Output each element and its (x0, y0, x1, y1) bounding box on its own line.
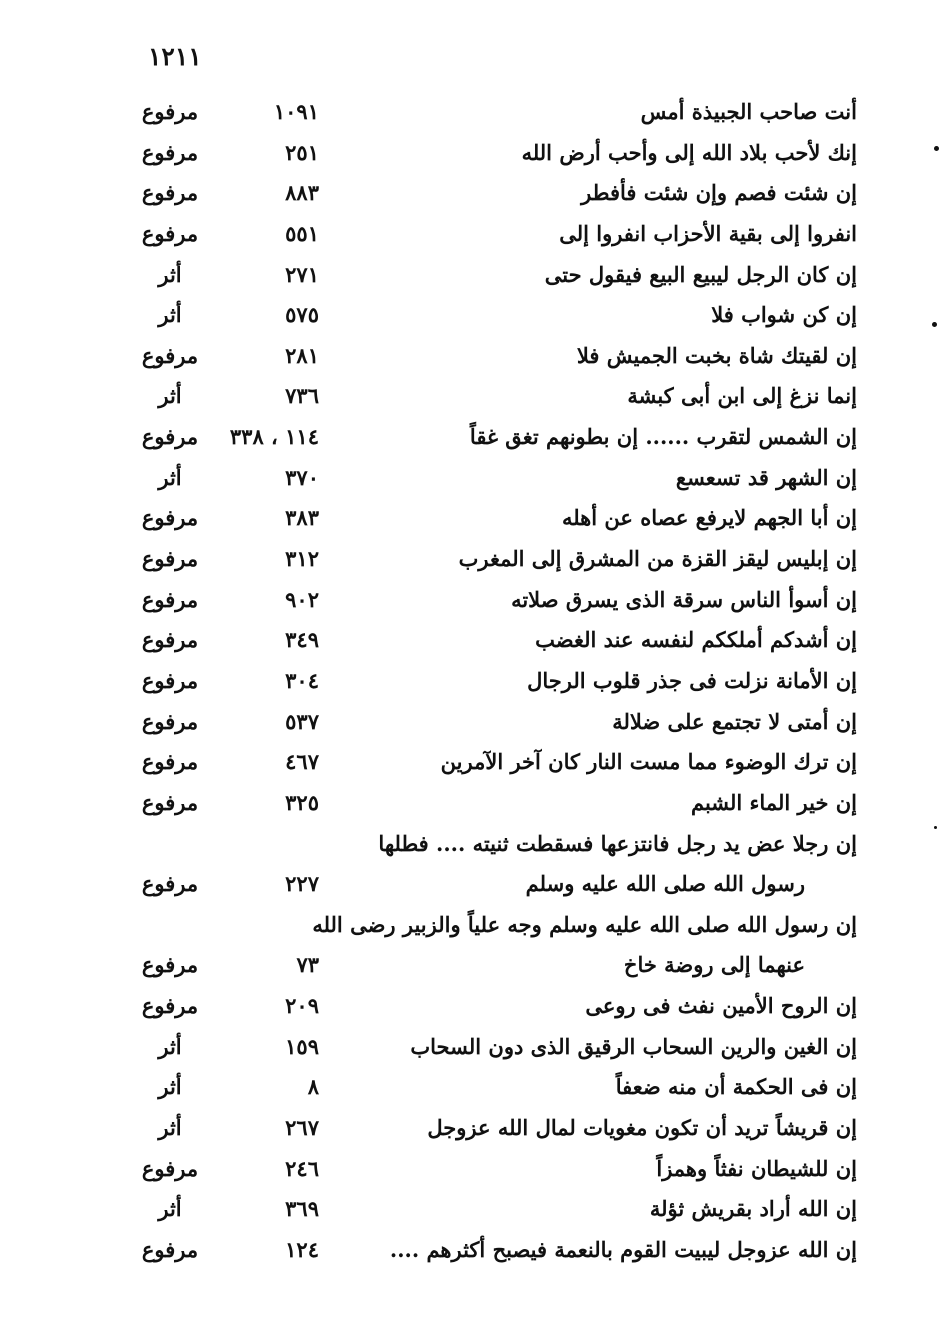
index-entry (0, 864, 941, 905)
entry-number: ٥٥١ (285, 220, 319, 246)
index-entry (0, 702, 941, 743)
index-entry (0, 1027, 941, 1068)
index-entry (0, 824, 941, 865)
index-entry (0, 214, 941, 255)
entry-number: ٣٠٤ (285, 667, 319, 693)
entry-text: إن خير الماء الشبم (690, 789, 857, 815)
index-entry (0, 1067, 941, 1108)
entry-grade: أثر (158, 1033, 182, 1059)
entry-number: ٢٥١ (285, 139, 319, 165)
entry-number: ٥٧٥ (285, 302, 319, 328)
entry-text: إن كن شواب فلا (711, 302, 857, 328)
index-entry (0, 336, 941, 377)
index-entry (0, 1189, 941, 1230)
index-entry (0, 295, 941, 336)
entry-text: إن الغين والرين السحاب الرقيق الذى دون السحاب (410, 1033, 857, 1059)
entry-grade: مرفوع (141, 546, 199, 572)
index-entry (0, 905, 941, 946)
entry-grade: مرفوع (141, 180, 199, 206)
index-entry (0, 580, 941, 621)
index-entry (0, 620, 941, 661)
entry-number: ١٥٩ (285, 1033, 319, 1059)
entry-text: رسول الله صلى الله عليه وسلم (525, 871, 805, 897)
entry-grade: مرفوع (141, 99, 199, 124)
entry-number: ١١٤ ، ٣٣٨ (229, 424, 319, 450)
entry-number: ٧٣ (296, 952, 319, 978)
index-entry (0, 742, 941, 783)
entry-text: إن رجلا عض يد رجل فانتزعها فسقطت ثنيته .... فطلها (378, 830, 857, 856)
entry-text: إن الشمس لتقرب ...... إن بطونهم تغق غقاً (469, 424, 857, 450)
entry-text: إن قريشاً تريد أن تكون مغويات لمال الله عزوجل (427, 1115, 857, 1141)
entry-number: ٢٨١ (285, 342, 319, 368)
entry-text: عنهما إلى روضة خاخ (623, 952, 805, 978)
index-entry (0, 458, 941, 499)
entry-grade: مرفوع (141, 789, 199, 815)
entry-grade: أثر (158, 383, 182, 409)
entry-grade: مرفوع (141, 993, 199, 1019)
entry-grade: أثر (158, 261, 182, 287)
index-entry (0, 1108, 941, 1149)
index-entry (0, 945, 941, 986)
entry-text: إن رسول الله صلى الله عليه وسلم وجه علياً والزبير رضى الله (312, 911, 857, 937)
entry-grade: مرفوع (141, 952, 199, 978)
entry-grade: مرفوع (141, 871, 199, 897)
index-entry (0, 783, 941, 824)
index-entry (0, 92, 941, 133)
entry-number: ٧٣٦ (285, 383, 319, 409)
index-entry (0, 133, 941, 174)
entry-text: إن الروح الأمين نفث فى روعى (585, 993, 857, 1019)
entry-text: إن أسوأ الناس سرقة الذى يسرق صلاته (511, 586, 857, 612)
entry-text: انفروا إلى بقية الأحزاب انفروا إلى (559, 220, 857, 246)
entry-number: ٣٦٩ (285, 1196, 319, 1222)
entry-text: إن فى الحكمة أن منه ضعفاً (615, 1074, 857, 1100)
entry-number: ٢٢٧ (285, 871, 319, 897)
entry-number: ٩٠٢ (285, 586, 319, 612)
index-entry (0, 539, 941, 580)
entry-grade: مرفوع (141, 586, 199, 612)
entry-grade: مرفوع (141, 667, 199, 693)
entry-number: ٣٤٩ (285, 627, 319, 653)
entry-number: ٣٢٥ (285, 789, 319, 815)
entry-text: إن لقيتك شاة بخبت الجميش فلا (576, 342, 857, 368)
entry-number: ١٢٤ (285, 1236, 319, 1262)
index-entry (0, 376, 941, 417)
entry-grade: مرفوع (141, 342, 199, 368)
entry-number: ٣٧٠ (285, 464, 319, 490)
entry-text: إنما نزغ إلى ابن أبى كبشة (627, 383, 857, 409)
entry-number: ٤٦٧ (285, 749, 319, 775)
entry-text: إن أبا الجهم لايرفع عصاه عن أهله (561, 505, 857, 531)
entry-grade: مرفوع (141, 220, 199, 246)
entry-grade: مرفوع (141, 1236, 199, 1262)
entry-number: ٥٣٧ (285, 708, 319, 734)
entry-number: ٨ (307, 1074, 319, 1100)
index-entry (0, 661, 941, 702)
entry-grade: مرفوع (141, 708, 199, 734)
entry-text: إن كان الرجل ليبيع البيع فيقول حتى (544, 261, 857, 287)
entry-text: إن إبليس ليقز القزة من المشرق إلى المغرب (458, 546, 857, 572)
entry-grade: أثر (158, 1196, 182, 1222)
entry-number: ٢٠٩ (285, 993, 319, 1019)
entry-text: إن الشهر قد تسعسع (675, 464, 857, 490)
entry-grade: أثر (158, 302, 182, 328)
entry-number: ٣٨٣ (285, 505, 319, 531)
entry-text: إن الله عزوجل ليبيت القوم بالنعمة فيصبح أكثرهم .... (389, 1236, 857, 1262)
entry-text: إن الله أراد بقريش ثؤلة (649, 1196, 857, 1222)
index-entry (0, 255, 941, 296)
entry-number: ٨٨٣ (285, 180, 319, 206)
entry-text: إن الأمانة نزلت فى جذر قلوب الرجال (527, 667, 857, 693)
entry-number: ٢٧١ (285, 261, 319, 287)
entry-text: إن أشدكم أملككم لنفسه عند الغضب (535, 627, 857, 653)
entry-grade: مرفوع (141, 1155, 199, 1181)
entry-grade: مرفوع (141, 749, 199, 775)
entry-number: ١٠٩١ (273, 99, 319, 124)
entry-text: إنك لأحب بلاد الله إلى وأحب أرض الله (521, 139, 857, 165)
entry-number: ٢٦٧ (285, 1115, 319, 1141)
entry-grade: مرفوع (141, 139, 199, 165)
entry-text: إن للشيطان نفثاً وهمزاً (656, 1155, 857, 1181)
entry-grade: مرفوع (141, 505, 199, 531)
entry-grade: أثر (158, 464, 182, 490)
index-entry (0, 417, 941, 458)
entry-grade: أثر (158, 1115, 182, 1141)
entry-text: أنت صاحب الجبيذة أمس (640, 99, 857, 124)
entry-text: إن أمتى لا تجتمع على ضلالة (612, 708, 857, 734)
index-entry (0, 986, 941, 1027)
entry-text: إن شئت فصم وإن شئت فأفطر (581, 180, 857, 206)
hadith-index-list (0, 92, 941, 1271)
entry-number: ٢٤٦ (285, 1155, 319, 1181)
entry-number: ٣١٢ (285, 546, 319, 572)
index-entry (0, 1230, 941, 1271)
index-entry (0, 1149, 941, 1190)
index-entry (0, 498, 941, 539)
page-number: ١٢١١ (148, 42, 202, 71)
entry-grade: أثر (158, 1074, 182, 1100)
entry-grade: مرفوع (141, 424, 199, 450)
entry-text: إن ترك الوضوء مما مست النار كان آخر الآمرين (440, 749, 857, 775)
entry-grade: مرفوع (141, 627, 199, 653)
index-entry (0, 173, 941, 214)
